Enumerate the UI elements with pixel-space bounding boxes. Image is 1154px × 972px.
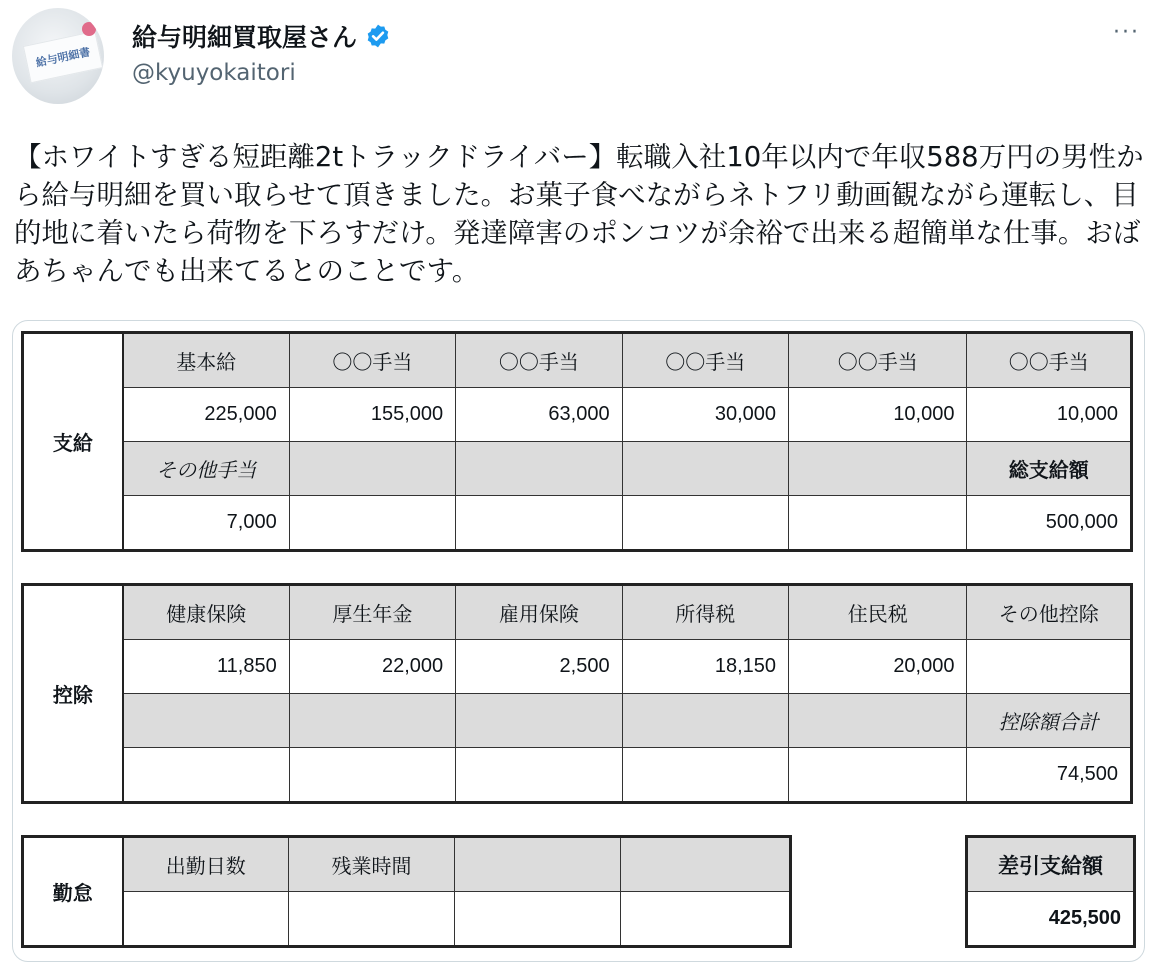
empty-header-cell xyxy=(622,694,788,748)
attendance-header: 出勤日数 xyxy=(123,837,289,892)
empty-value-cell xyxy=(456,748,622,803)
empty-value-cell xyxy=(456,496,622,551)
avatar-text: 給与明細書 xyxy=(34,45,92,70)
deduction-header: 雇用保険 xyxy=(456,585,622,640)
deduction-table xyxy=(21,583,1133,804)
deduction-header: 住民税 xyxy=(789,585,967,640)
attendance-section-label: 勤怠 xyxy=(23,837,123,947)
avatar-paper xyxy=(23,31,103,84)
deduction-header: 健康保険 xyxy=(123,585,289,640)
total-deduction-header: 控除額合計 xyxy=(967,694,1132,748)
payment-header: 基本給 xyxy=(123,333,289,388)
payment-header: 〇〇手当 xyxy=(967,333,1132,388)
deduction-header: 所得税 xyxy=(622,585,788,640)
deduction-value: 2,500 xyxy=(456,640,622,694)
deduction-value: 22,000 xyxy=(289,640,455,694)
gross-pay-header: 総支給額 xyxy=(967,442,1132,496)
total-deduction-value: 74,500 xyxy=(967,748,1132,803)
empty-header-cell xyxy=(289,442,455,496)
display-name[interactable]: 給与明細買取屋さん xyxy=(132,23,358,52)
tweet-text: 【ホワイトすぎる短距離2tトラックドライバー】転職入社10年以内で年収588万円の男性から給与明細を買い取らせて頂きました。お菓子食べながらネトフリ動画観ながら運転し、目的地に着いたら荷物を下ろすだけ。発達障害のポンコツが余裕で出来る超簡単な仕事。おばあちゃんでも出来てるとのことです。 xyxy=(14,141,1144,287)
more-options-icon[interactable]: ··· xyxy=(1113,20,1140,45)
empty-header-cell xyxy=(456,694,622,748)
payment-value: 10,000 xyxy=(789,388,967,442)
empty-header-cell xyxy=(789,694,967,748)
payment-header: 〇〇手当 xyxy=(289,333,455,388)
avatar-pin xyxy=(82,22,96,36)
user-handle[interactable]: @kyuyokaitori xyxy=(132,60,296,86)
attendance-value xyxy=(123,892,289,947)
empty-header-cell xyxy=(789,442,967,496)
attendance-table xyxy=(21,835,792,948)
attendance-header xyxy=(621,837,791,892)
attendance-value xyxy=(289,892,455,947)
payment-table xyxy=(21,331,1133,552)
attendance-value xyxy=(621,892,791,947)
empty-value-cell xyxy=(789,496,967,551)
deduction-header: その他控除 xyxy=(967,585,1132,640)
gross-pay-value: 500,000 xyxy=(967,496,1132,551)
payment-value: 63,000 xyxy=(456,388,622,442)
payment-header: 〇〇手当 xyxy=(622,333,788,388)
empty-header-cell xyxy=(123,694,289,748)
payment-value: 225,000 xyxy=(123,388,289,442)
deduction-value: 18,150 xyxy=(622,640,788,694)
empty-header-cell xyxy=(622,442,788,496)
empty-value-cell xyxy=(289,496,455,551)
net-pay-table xyxy=(965,835,1136,948)
payment-value: 155,000 xyxy=(289,388,455,442)
other-allowance-header: その他手当 xyxy=(123,442,289,496)
empty-value-cell xyxy=(622,496,788,551)
verified-badge-icon xyxy=(365,23,391,49)
author-name-row xyxy=(132,18,391,54)
avatar[interactable] xyxy=(12,8,104,104)
net-pay-value: 425,500 xyxy=(967,892,1135,947)
net-pay-header: 差引支給額 xyxy=(967,837,1135,892)
payment-header: 〇〇手当 xyxy=(456,333,622,388)
deduction-value xyxy=(967,640,1132,694)
deduction-header: 厚生年金 xyxy=(289,585,455,640)
empty-value-cell xyxy=(789,748,967,803)
payment-value: 10,000 xyxy=(967,388,1132,442)
empty-value-cell xyxy=(123,748,289,803)
deduction-section-label: 控除 xyxy=(23,585,123,803)
empty-header-cell xyxy=(456,442,622,496)
payment-section-label: 支給 xyxy=(23,333,123,551)
empty-header-cell xyxy=(289,694,455,748)
attendance-header: 残業時間 xyxy=(289,837,455,892)
payment-header: 〇〇手当 xyxy=(789,333,967,388)
attendance-header xyxy=(455,837,621,892)
empty-value-cell xyxy=(289,748,455,803)
attendance-value xyxy=(455,892,621,947)
empty-value-cell xyxy=(622,748,788,803)
deduction-value: 20,000 xyxy=(789,640,967,694)
other-allowance-value: 7,000 xyxy=(123,496,289,551)
media-card[interactable] xyxy=(12,320,1145,962)
payment-value: 30,000 xyxy=(622,388,788,442)
deduction-value: 11,850 xyxy=(123,640,289,694)
